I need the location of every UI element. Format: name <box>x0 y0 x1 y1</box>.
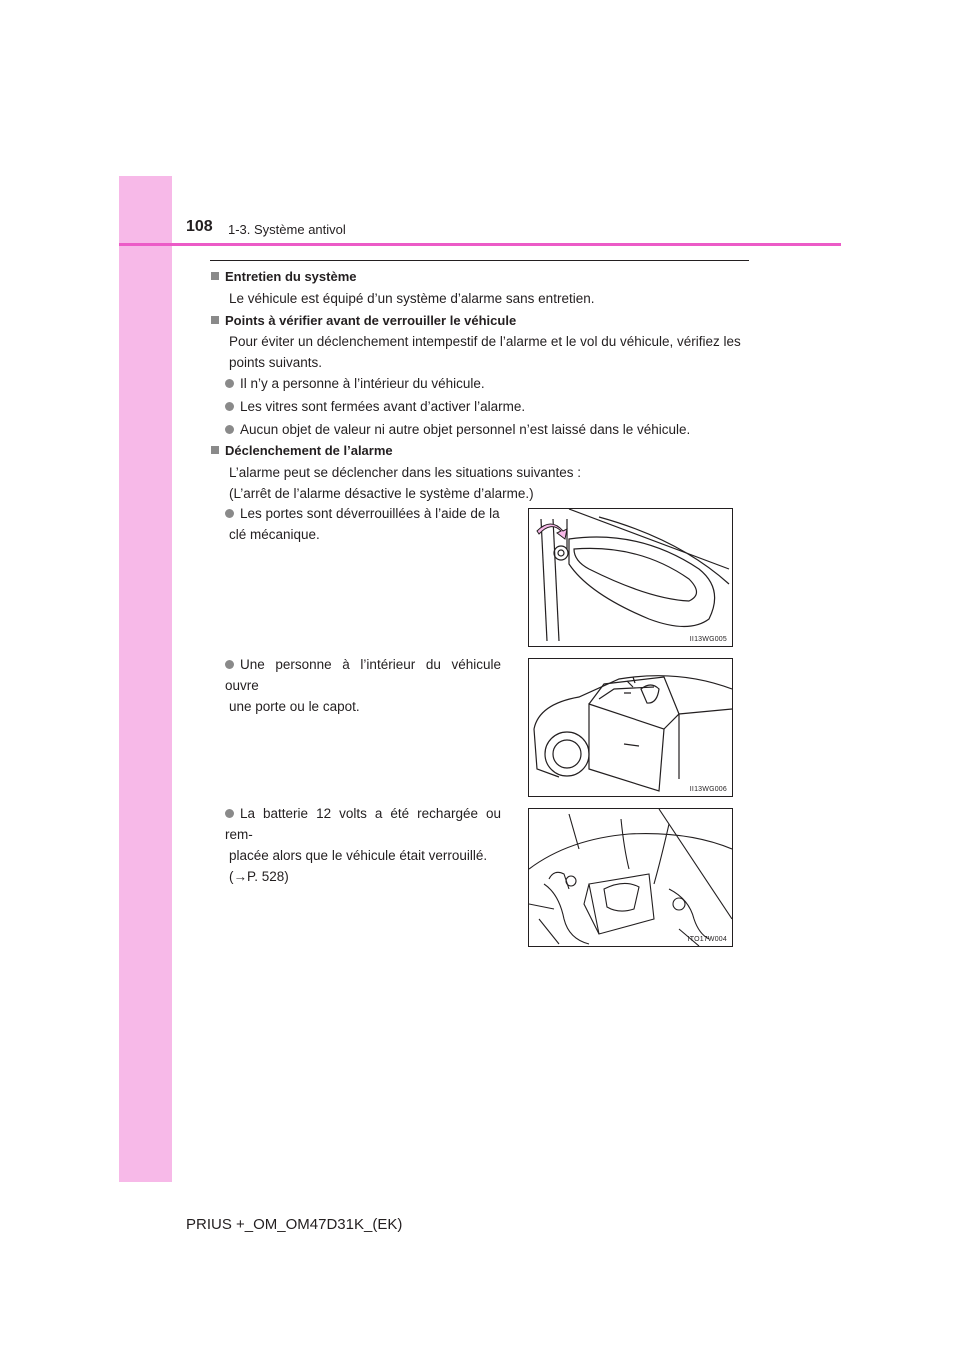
illustration-battery <box>528 808 733 947</box>
car-open-door-drawing <box>529 659 732 796</box>
illustration-door-key <box>528 508 733 647</box>
list-item: Les portes sont déverrouillées à l’aide de la clé mécanique. <box>225 503 501 545</box>
list-item: Il n’y a personne à l’intérieur du véhicule. <box>225 373 485 394</box>
round-bullet-icon <box>225 425 234 434</box>
heading-check-points: Points à vérifier avant de verrouiller le véhicule <box>211 313 516 328</box>
content-divider <box>210 260 749 261</box>
figure-code: II13WG005 <box>689 636 727 643</box>
manual-code-footer: PRIUS +_OM_OM47D31K_(EK) <box>186 1216 403 1233</box>
paragraph-alarm-trigger: L’alarme peut se déclencher dans les situations suivantes : (L’arrêt de l’alarme désactive le système d’alarme.) <box>229 465 581 501</box>
figure-code: II13WG006 <box>689 786 727 793</box>
list-item: La batterie 12 volts a été rechargée ou rem- placée alors que le véhicule était verrouillé. (→P. 528) <box>225 806 501 884</box>
heading-alarm-trigger: Déclenchement de l’alarme <box>211 443 393 458</box>
square-bullet-icon <box>211 446 219 454</box>
door-handle-key-drawing <box>529 509 732 646</box>
list-item: Une personne à l’intérieur du véhicule ouvre une porte ou le capot. <box>225 657 501 714</box>
section-title: 1-3. Système antivol <box>228 222 346 237</box>
round-bullet-icon <box>225 809 234 818</box>
square-bullet-icon <box>211 272 219 280</box>
paragraph-check-points: Pour éviter un déclenchement intempestif de l’alarme et le vol du véhicule, vérifiez les points suivants. <box>229 334 741 370</box>
round-bullet-icon <box>225 379 234 388</box>
list-item: Les vitres sont fermées avant d’activer l’alarme. <box>225 396 525 417</box>
list-item: Aucun objet de valeur ni autre objet personnel n’est laissé dans le véhicule. <box>225 419 690 440</box>
square-bullet-icon <box>211 316 219 324</box>
round-bullet-icon <box>225 660 234 669</box>
battery-replacement-drawing <box>529 809 732 946</box>
round-bullet-icon <box>225 509 234 518</box>
round-bullet-icon <box>225 402 234 411</box>
chapter-sidebar-tab <box>119 176 172 1182</box>
page-number: 108 <box>186 218 213 235</box>
figure-code: ITO17W004 <box>687 936 727 943</box>
header-rule <box>119 243 841 246</box>
illustration-open-door <box>528 658 733 797</box>
paragraph-maintenance: Le véhicule est équipé d’un système d’alarme sans entretien. <box>229 291 595 306</box>
heading-maintenance: Entretien du système <box>211 269 357 284</box>
